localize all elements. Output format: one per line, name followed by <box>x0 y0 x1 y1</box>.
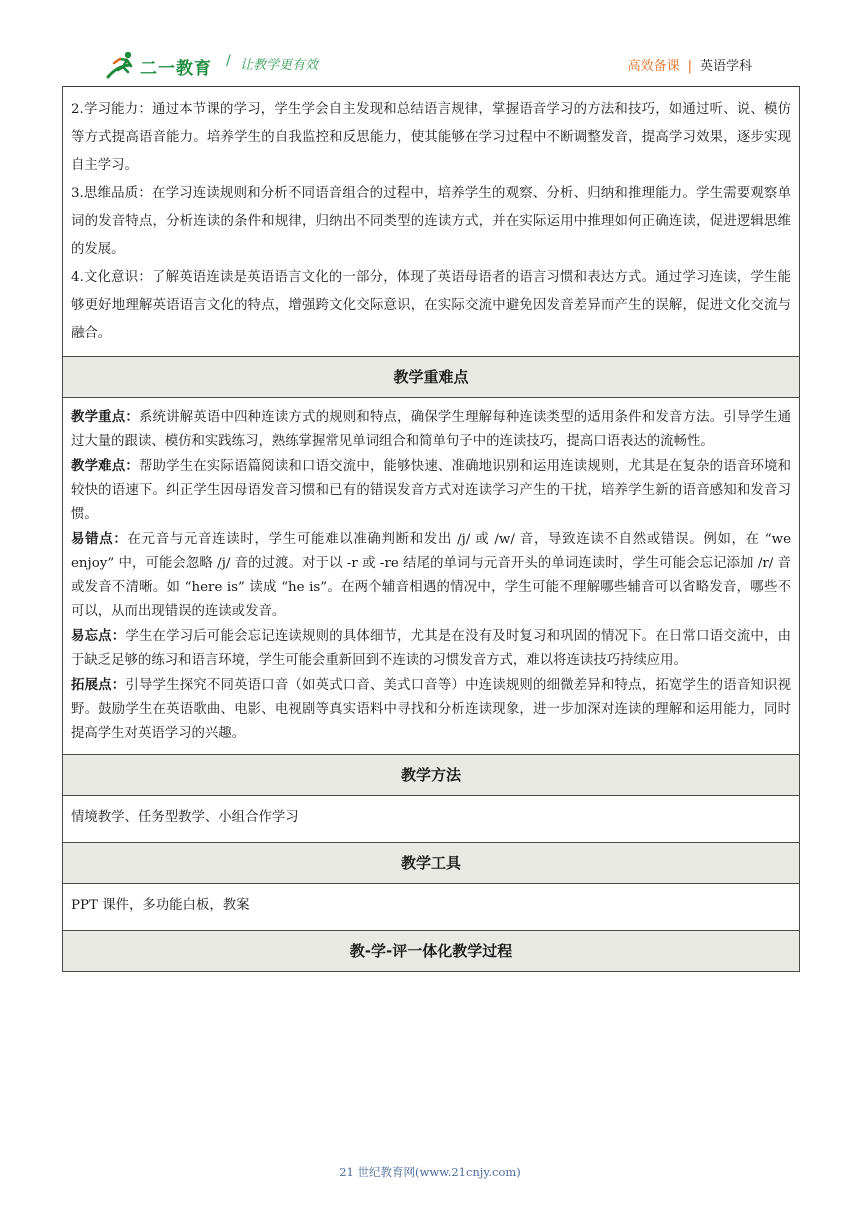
difficult-point-label: 教学难点： <box>71 458 139 474</box>
section-heading-methods: 教学方法 <box>63 754 799 795</box>
slogan-separator: / <box>226 53 231 69</box>
easy-forget-point <box>71 624 791 673</box>
page-header <box>62 44 800 84</box>
objective-item: 2.学习能力：通过本节课的学习，学生学会自主发现和总结语言规律，掌握语音学习的方法和技巧，如通过听、说、模仿等方式提高语音能力。培养学生的自我监控和反思能力，使其能够在学习过程中不断调整发音，提高学习效果，逐步实现自主学习。 <box>71 102 791 173</box>
tools-cell: PPT 课件，多功能白板，教案 <box>63 883 799 930</box>
extension-label: 拓展点： <box>71 677 126 693</box>
section-heading-process: 教-学-评一体化教学过程 <box>63 930 799 971</box>
slogan-text: 让教学更有效 <box>240 58 319 73</box>
difficult-point <box>71 454 791 527</box>
error-prone-point <box>71 527 791 624</box>
difficult-point-text: 帮助学生在实际语篇阅读和口语交流中，能够快速、准确地识别和运用连读规则，尤其是在复杂的语音环境和较快的语速下。纠正学生因母语发音习惯和已有的错误发音方式对连读学习产生的干扰，培养学生新的语音感知和发音习惯。 <box>71 459 792 522</box>
methods-cell: 情境教学、任务型教学、小组合作学习 <box>63 795 799 842</box>
subject-label: 英语学科 <box>699 59 752 74</box>
objective-item: 3.思维品质：在学习连读规则和分析不同语音组合的过程中，培养学生的观察、分析、归纳和推理能力。学生需要观察单词的发音特点，分析连读的条件和规律，归纳出不同类型的连读方式，并在实际运用中推理如何正确连读，促进逻辑思维的发展。 <box>71 186 791 257</box>
lesson-plan-table <box>62 86 800 972</box>
key-difficult-cell <box>63 397 799 754</box>
brand-primary-label: 高效备课 <box>627 59 680 74</box>
key-point <box>71 405 791 454</box>
extension-text: 引导学生探究不同英语口音（如英式口音、美式口音等）中连读规则的细微差异和特点，拓宽学生的语音知识视野。鼓励学生在英语歌曲、电影、电视剧等真实语料中寻找和分析连读现象，进一步加深对连读的理解和运用能力，同时提高学生对英语学习的兴趣。 <box>71 678 792 741</box>
running-figure-icon <box>106 50 138 80</box>
easy-forget-text: 学生在学习后可能会忘记连读规则的具体细节，尤其是在没有及时复习和巩固的情况下。在日常口语交流中，由于缺乏足够的练习和语言环境，学生可能会重新回到不连读的习惯发音方式，难以将连读技巧持续应用。 <box>71 629 792 668</box>
key-point-label: 教学重点： <box>71 409 139 425</box>
page-footer[interactable]: 21 世纪教育网(www.21cnjy.com) <box>339 1165 521 1179</box>
error-prone-label: 易错点： <box>71 531 128 547</box>
easy-forget-label: 易忘点： <box>71 628 126 644</box>
extension-point <box>71 673 791 746</box>
key-point-text: 系统讲解英语中四种连读方式的规则和特点，确保学生理解每种连读类型的适用条件和发音方法。引导学生通过大量的跟读、模仿和实践练习，熟练掌握常见单词组合和简单句子中的连读技巧，提高口语表达的流畅性。 <box>71 410 792 449</box>
error-prone-text: 在元音与元音连读时，学生可能难以准确判断和发出 /j/ 或 /w/ 音，导致连读不自然或错误。例如，在 “we enjoy” 中，可能会忽略 /j/ 音的过渡。对于以 -r 或 -re 结尾的单词与元音开头的单词连读时，学生可能会忘记添加 /r/ 音或发音不清晰。如 “here is” 读成 “he is”。在两个辅音相遇的情况中，学生可能不理解哪些辅音可以省略发音，哪些不可以，从而出现错误的连读或发音。 <box>71 532 792 619</box>
brand-subject <box>628 55 752 74</box>
logo-text: 二一教育 <box>140 59 212 79</box>
section-heading-tools: 教学工具 <box>63 842 799 883</box>
objective-item: 4.文化意识：了解英语连读是英语语言文化的一部分，体现了英语母语者的语言习惯和表达方式。通过学习连读，学生能够更好地理解英语语言文化的特点，增强跨文化交际意识，在实际交流中避免因发音差异而产生的误解，促进文化交流与融合。 <box>71 270 791 341</box>
objectives-cell <box>63 86 799 356</box>
brand-divider: | <box>687 59 692 74</box>
section-heading-key-difficult: 教学重难点 <box>63 356 799 397</box>
